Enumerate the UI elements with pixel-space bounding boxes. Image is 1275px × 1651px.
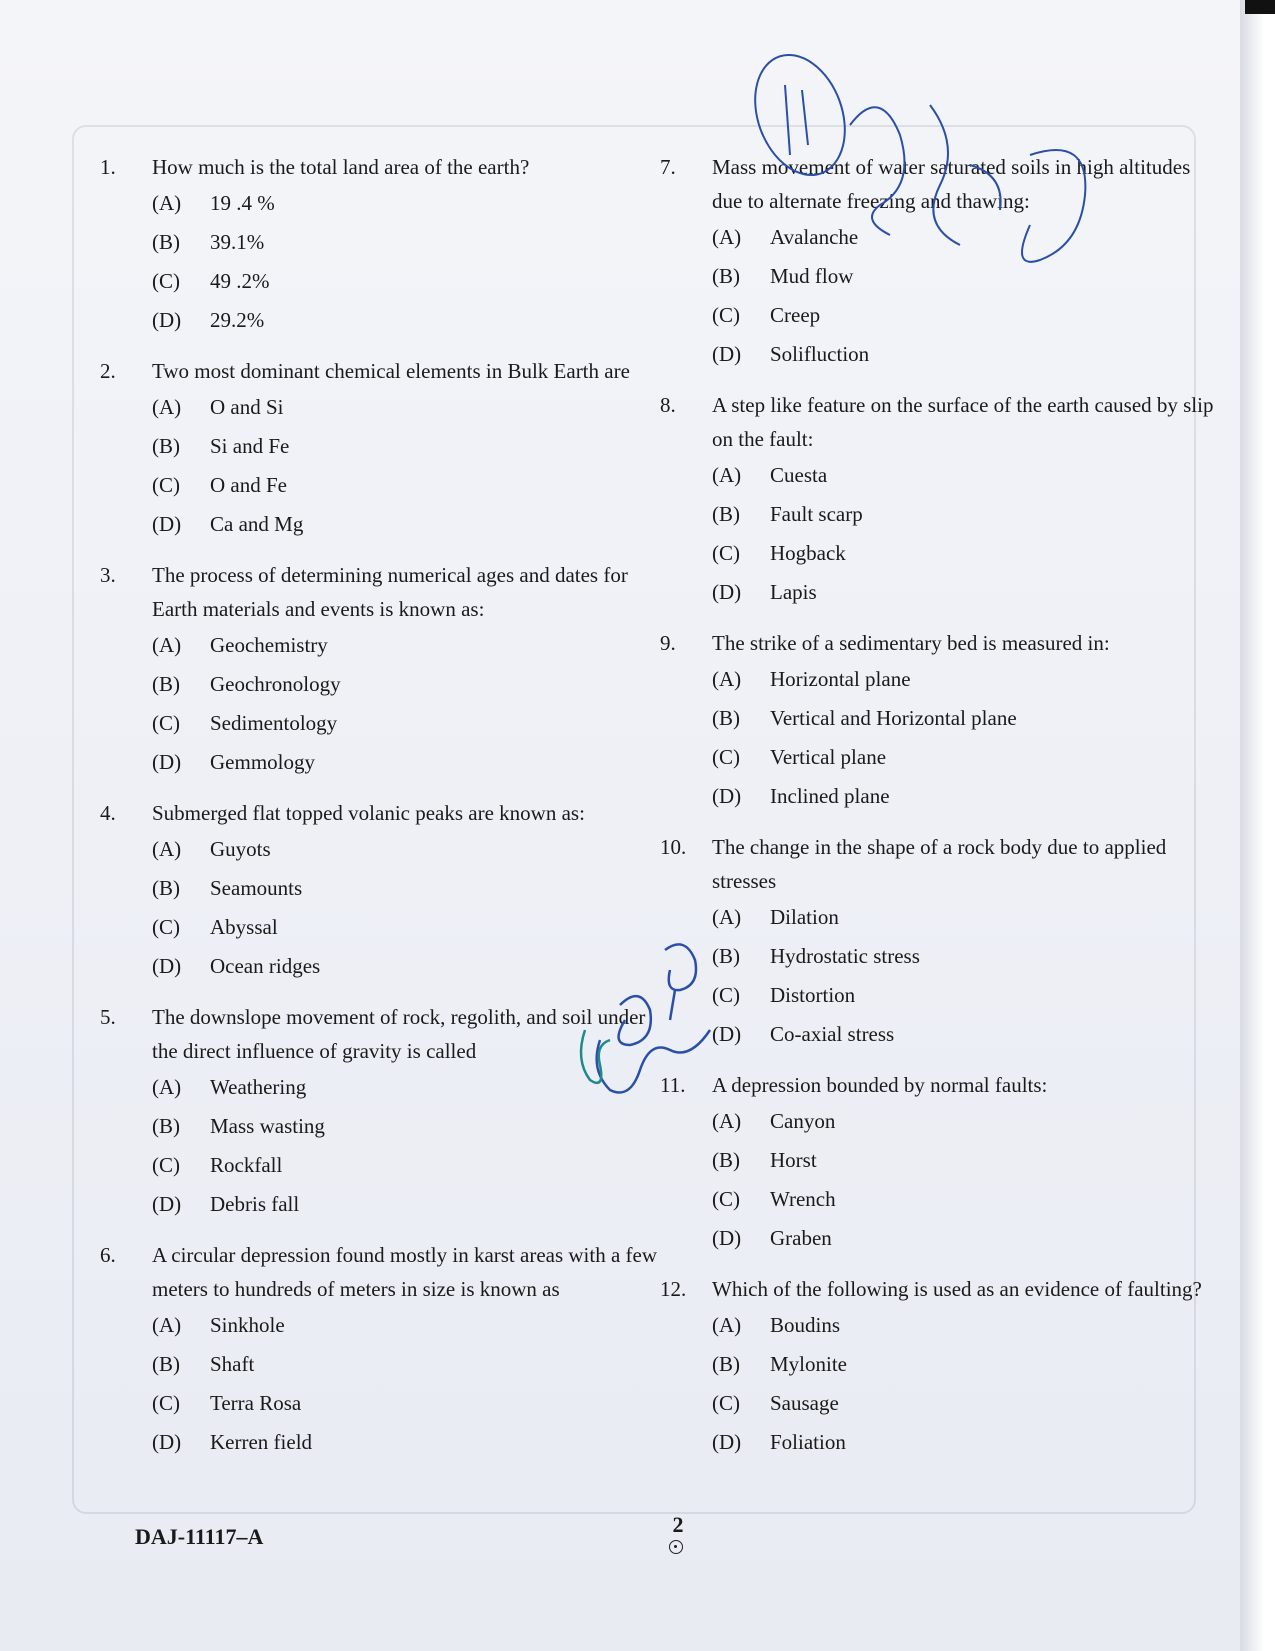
option-text: Mass wasting (210, 1114, 325, 1138)
option-text: O and Si (210, 395, 284, 419)
option-text: 49 .2% (210, 269, 270, 293)
answer-option (712, 976, 1220, 1015)
answer-option (152, 1185, 660, 1224)
question-text: Two most dominant chemical elements in Bulk Earth are (152, 359, 630, 383)
option-letter: (A) (152, 191, 182, 215)
question-text: The strike of a sedimentary bed is measured in: (712, 631, 1110, 655)
question-item (100, 150, 660, 340)
question-item (660, 830, 1220, 1054)
answer-option (712, 1345, 1220, 1384)
option-letter: (C) (152, 711, 180, 735)
answer-option (152, 830, 660, 869)
answer-option (152, 665, 660, 704)
option-letter: (D) (712, 580, 742, 604)
option-list (100, 626, 660, 782)
question-stem (100, 796, 660, 830)
answer-option (152, 184, 660, 223)
question-number: 11. (660, 1073, 686, 1097)
left-question-column (100, 150, 660, 1476)
option-letter: (D) (152, 308, 182, 332)
option-letter: (A) (152, 633, 182, 657)
answer-option (152, 1384, 660, 1423)
page-number: 2 (672, 1512, 684, 1537)
answer-option (712, 738, 1220, 777)
question-number: 10. (660, 835, 687, 859)
option-letter: (B) (152, 876, 180, 900)
answer-option (712, 495, 1220, 534)
option-letter: (D) (152, 750, 182, 774)
answer-option (152, 704, 660, 743)
question-text: The downslope movement of rock, regolith, and soil under the direct influence of gravity is called (152, 1005, 646, 1063)
question-item (660, 626, 1220, 816)
question-stem (660, 830, 1220, 898)
answer-option (712, 1384, 1220, 1423)
option-text: Boudins (770, 1313, 841, 1337)
question-item (660, 1272, 1220, 1462)
option-letter: (C) (152, 269, 180, 293)
answer-option (712, 1219, 1220, 1258)
question-text: How much is the total land area of the earth? (152, 155, 530, 179)
option-list (100, 388, 660, 544)
option-list (100, 184, 660, 340)
question-number: 7. (660, 155, 676, 179)
question-text: Which of the following is used as an evidence of faulting? (712, 1277, 1202, 1301)
answer-option (712, 1141, 1220, 1180)
question-number: 12. (660, 1277, 687, 1301)
answer-option (712, 1015, 1220, 1054)
option-letter: (A) (712, 1109, 742, 1133)
option-letter: (D) (712, 342, 742, 366)
option-letter: (B) (712, 264, 740, 288)
option-letter: (B) (152, 1114, 180, 1138)
option-text: Abyssal (210, 915, 278, 939)
option-letter: (C) (152, 915, 180, 939)
option-text: 19 .4 % (210, 191, 275, 215)
option-text: Sedimentology (210, 711, 338, 735)
option-letter: (A) (712, 667, 742, 691)
option-text: Hogback (770, 541, 846, 565)
answer-option (152, 1345, 660, 1384)
option-letter: (D) (152, 512, 182, 536)
option-text: Dilation (770, 905, 839, 929)
option-text: Mud flow (770, 264, 854, 288)
answer-option (152, 388, 660, 427)
option-letter: (C) (712, 541, 740, 565)
question-text: A circular depression found mostly in karst areas with a few meters to hundreds of meters in size is known as (152, 1243, 658, 1301)
answer-option (152, 869, 660, 908)
option-letter: (D) (152, 954, 182, 978)
question-text: Submerged flat topped volanic peaks are known as: (152, 801, 585, 825)
option-letter: (A) (152, 1313, 182, 1337)
option-text: Fault scarp (770, 502, 863, 526)
option-letter: (C) (712, 1391, 740, 1415)
option-letter: (A) (712, 1313, 742, 1337)
answer-option (712, 1180, 1220, 1219)
question-number: 8. (660, 393, 676, 417)
option-text: O and Fe (210, 473, 287, 497)
option-text: Shaft (210, 1352, 255, 1376)
option-text: Sinkhole (210, 1313, 285, 1337)
option-text: Debris fall (210, 1192, 300, 1216)
answer-option (152, 1107, 660, 1146)
question-stem (660, 626, 1220, 660)
option-list (660, 1102, 1220, 1258)
option-text: Guyots (210, 837, 271, 861)
answer-option (152, 1423, 660, 1462)
option-text: Seamounts (210, 876, 303, 900)
option-letter: (C) (712, 1187, 740, 1211)
option-letter: (D) (712, 1226, 742, 1250)
answer-option (712, 1306, 1220, 1345)
option-letter: (D) (152, 1430, 182, 1454)
question-stem (660, 388, 1220, 456)
question-item (100, 558, 660, 782)
option-text: Distortion (770, 983, 856, 1007)
option-letter: (D) (712, 1022, 742, 1046)
option-text: Canyon (770, 1109, 836, 1133)
option-list (660, 660, 1220, 816)
answer-option (152, 223, 660, 262)
question-stem (660, 1272, 1220, 1306)
option-letter: (C) (152, 1153, 180, 1177)
option-text: Lapis (770, 580, 817, 604)
scan-border (1245, 0, 1275, 14)
option-text: Cuesta (770, 463, 828, 487)
answer-option (712, 456, 1220, 495)
option-letter: (B) (152, 434, 180, 458)
question-stem (100, 1238, 660, 1306)
option-letter: (C) (152, 1391, 180, 1415)
option-text: Foliation (770, 1430, 846, 1454)
option-text: Wrench (770, 1187, 836, 1211)
option-letter: (A) (712, 225, 742, 249)
option-text: Co-axial stress (770, 1022, 895, 1046)
question-number: 5. (100, 1005, 116, 1029)
option-text: Avalanche (770, 225, 859, 249)
question-number: 6. (100, 1243, 116, 1267)
option-letter: (B) (712, 1148, 740, 1172)
option-text: Gemmology (210, 750, 315, 774)
option-text: Ca and Mg (210, 512, 304, 536)
option-text: 39.1% (210, 230, 265, 254)
option-text: Sausage (770, 1391, 839, 1415)
option-letter: (C) (712, 303, 740, 327)
question-stem (100, 354, 660, 388)
option-letter: (C) (712, 745, 740, 769)
option-text: Graben (770, 1226, 832, 1250)
answer-option (712, 699, 1220, 738)
option-letter: (D) (152, 1192, 182, 1216)
option-letter: (A) (152, 395, 182, 419)
option-letter: (A) (152, 837, 182, 861)
option-letter: (C) (152, 473, 180, 497)
answer-option (712, 898, 1220, 937)
question-text: The change in the shape of a rock body due to applied stresses (712, 835, 1167, 893)
option-text: Inclined plane (770, 784, 890, 808)
answer-option (152, 1306, 660, 1345)
answer-option (712, 335, 1220, 374)
answer-option (712, 660, 1220, 699)
question-number: 2. (100, 359, 116, 383)
answer-option (152, 427, 660, 466)
question-item (660, 1068, 1220, 1258)
option-text: Solifluction (770, 342, 870, 366)
option-letter: (A) (152, 1075, 182, 1099)
question-stem (100, 150, 660, 184)
page-marker-icon (669, 1540, 683, 1554)
option-letter: (B) (712, 502, 740, 526)
right-question-column (660, 150, 1220, 1476)
option-letter: (B) (152, 230, 180, 254)
option-text: Mylonite (770, 1352, 847, 1376)
answer-option (712, 937, 1220, 976)
answer-option (712, 777, 1220, 816)
question-number: 1. (100, 155, 116, 179)
answer-option (152, 505, 660, 544)
option-text: Geochemistry (210, 633, 328, 657)
option-list (660, 898, 1220, 1054)
option-letter: (D) (712, 784, 742, 808)
question-number: 9. (660, 631, 676, 655)
handwritten-signature-top-right (730, 45, 1130, 285)
option-letter: (D) (712, 1430, 742, 1454)
option-letter: (C) (712, 983, 740, 1007)
option-letter: (B) (712, 1352, 740, 1376)
question-number: 3. (100, 563, 116, 587)
question-text: Mass movement of water saturated soils in high altitudes due to alternate freezing and thawing: (712, 155, 1191, 213)
question-stem (660, 1068, 1220, 1102)
question-item (660, 388, 1220, 612)
booklet-code: DAJ-11117–A (135, 1524, 264, 1549)
option-text: 29.2% (210, 308, 265, 332)
question-number: 4. (100, 801, 116, 825)
page-edge (1240, 0, 1275, 1651)
answer-option (152, 626, 660, 665)
option-letter: (B) (712, 706, 740, 730)
option-letter: (B) (152, 672, 180, 696)
question-item (100, 1238, 660, 1462)
answer-option (712, 296, 1220, 335)
option-text: Rockfall (210, 1153, 283, 1177)
option-list (660, 1306, 1220, 1462)
option-list (100, 1306, 660, 1462)
option-list (660, 456, 1220, 612)
question-text: A depression bounded by normal faults: (712, 1073, 1048, 1097)
question-item (100, 354, 660, 544)
question-stem (100, 558, 660, 626)
option-text: Kerren field (210, 1430, 313, 1454)
option-letter: (B) (152, 1352, 180, 1376)
answer-option (152, 301, 660, 340)
option-text: Si and Fe (210, 434, 290, 458)
answer-option (712, 1423, 1220, 1462)
option-text: Creep (770, 303, 821, 327)
answer-option (712, 1102, 1220, 1141)
option-text: Vertical and Horizontal plane (770, 706, 1017, 730)
answer-option (712, 573, 1220, 612)
answer-option (152, 262, 660, 301)
question-text: A step like feature on the surface of the earth caused by slip on the fault: (712, 393, 1214, 451)
answer-option (152, 1146, 660, 1185)
option-text: Ocean ridges (210, 954, 321, 978)
option-text: Horst (770, 1148, 817, 1172)
handwritten-signature-middle (570, 930, 730, 1110)
option-text: Vertical plane (770, 745, 887, 769)
answer-option (712, 534, 1220, 573)
option-letter: (A) (712, 463, 742, 487)
question-text: The process of determining numerical ages and dates for Earth materials and events is known as: (152, 563, 628, 621)
option-text: Hydrostatic stress (770, 944, 920, 968)
option-text: Horizontal plane (770, 667, 911, 691)
option-letter: (B) (712, 944, 740, 968)
answer-option (152, 466, 660, 505)
option-text: Geochronology (210, 672, 341, 696)
option-letter: (A) (712, 905, 742, 929)
answer-option (152, 743, 660, 782)
option-text: Terra Rosa (210, 1391, 302, 1415)
option-text: Weathering (210, 1075, 307, 1099)
